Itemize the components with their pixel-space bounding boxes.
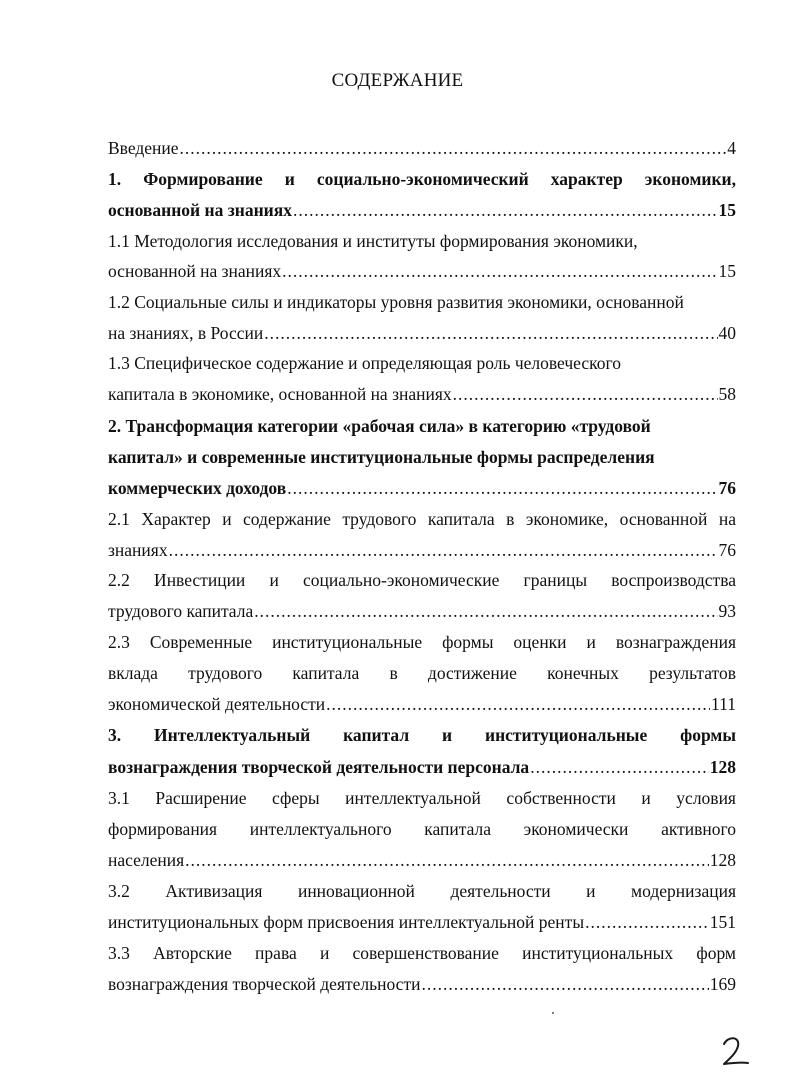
toc-page-number: 76 xyxy=(718,478,736,498)
toc-page-number: 4 xyxy=(727,138,736,158)
toc-page-number: 76 xyxy=(718,540,736,560)
toc-section-1-3-line: 1.3 Специфическое содержание и определяющая роль человеческого xyxy=(108,353,622,373)
toc-page-number: 169 xyxy=(709,974,736,994)
dot-leader xyxy=(585,911,709,933)
dot-leader xyxy=(530,756,709,778)
handwritten-page-mark xyxy=(718,1030,758,1070)
toc-chapter-1-entry xyxy=(108,199,736,221)
toc-chapter-2-line-2: капитал» и современные институциональные формы распределения xyxy=(108,447,655,467)
toc-entry-text: основанной на знаниях xyxy=(108,200,292,220)
toc-section-1-1-entry xyxy=(108,260,736,282)
toc-section-1-2-entry xyxy=(108,322,736,344)
toc-section-2-3-line-1: 2.3 Современные институциональные формы оценки и вознаграждения xyxy=(108,632,736,652)
toc-chapter-3-entry xyxy=(108,756,736,778)
toc-entry-text: знаниях xyxy=(108,540,168,560)
dot-leader xyxy=(282,260,717,282)
toc-section-1-1-line: 1.1 Методология исследования и институты формирования экономики, xyxy=(108,231,638,251)
toc-section-2-3-entry xyxy=(108,693,736,715)
dot-leader xyxy=(185,849,709,871)
toc-section-2-1-line: 2.1 Характер и содержание трудового капитала в экономике, основанной на xyxy=(108,509,736,529)
toc-section-3-2-line: 3.2 Активизация инновационной деятельности и модернизация xyxy=(108,881,736,901)
toc-section-2-1-entry xyxy=(108,539,736,561)
toc-page-number: 15 xyxy=(718,261,736,281)
toc-page-number: 40 xyxy=(718,323,736,343)
page-title: СОДЕРЖАНИЕ xyxy=(331,70,464,91)
toc-entry-text: на знаниях, в России xyxy=(108,323,264,343)
dot-leader xyxy=(264,322,717,344)
toc-section-2-3-line-2: вклада трудового капитала в достижение конечных результатов xyxy=(108,663,736,683)
toc-entry-text: вознаграждения творческой деятельности xyxy=(108,974,421,994)
toc-entry-text: капитала в экономике, основанной на знаниях xyxy=(108,384,452,404)
dot-leader xyxy=(287,477,717,499)
toc-entry-text: институциональных форм присвоения интеллектуальной ренты xyxy=(108,912,585,932)
toc-page-number: 111 xyxy=(711,694,736,714)
toc-section-3-1-entry xyxy=(108,849,736,871)
toc-entry-text: основанной на знаниях xyxy=(108,261,282,281)
toc-section-2-2-entry xyxy=(108,600,736,622)
toc-page-number: 128 xyxy=(709,757,736,777)
dot-leader xyxy=(169,539,718,561)
toc-entry-text: трудового капитала xyxy=(108,601,254,621)
dot-leader xyxy=(326,693,710,715)
toc-section-3-3-line: 3.3 Авторские права и совершенствование институциональных форм xyxy=(108,943,736,963)
toc-page-number: 15 xyxy=(718,200,736,220)
toc-section-3-2-entry xyxy=(108,911,736,933)
toc-chapter-2-entry xyxy=(108,477,736,499)
toc-entry-text: экономической деятельности xyxy=(108,694,326,714)
scan-speck xyxy=(552,1012,554,1014)
dot-leader xyxy=(293,199,718,221)
toc-entry-introduction xyxy=(108,137,736,159)
dot-leader xyxy=(453,383,718,405)
dot-leader xyxy=(254,600,717,622)
toc-section-3-1-line-1: 3.1 Расширение сферы интеллектуальной собственности и условия xyxy=(108,788,736,808)
toc-entry-text: коммерческих доходов xyxy=(108,478,287,498)
toc-page-number: 128 xyxy=(709,850,736,870)
toc-section-1-3-entry xyxy=(108,383,736,405)
dot-leader xyxy=(421,973,708,995)
toc-chapter-3-line: 3. Интеллектуальный капитал и институциональные формы xyxy=(108,725,736,745)
toc-section-2-2-line: 2.2 Инвестиции и социально-экономические границы воспроизводства xyxy=(108,570,736,590)
toc-chapter-2-line-1: 2. Трансформация категории «рабочая сила» в категорию «трудовой xyxy=(108,416,651,436)
toc-page-number: 93 xyxy=(718,601,736,621)
toc-entry-text: Введение xyxy=(108,138,179,158)
toc-entry-text: вознаграждения творческой деятельности персонала xyxy=(108,757,530,777)
toc-section-3-3-entry xyxy=(108,973,736,995)
toc-entry-text: населения xyxy=(108,850,185,870)
toc-section-3-1-line-2: формирования интеллектуального капитала экономически активного xyxy=(108,819,736,839)
toc-section-1-2-line: 1.2 Социальные силы и индикаторы уровня развития экономики, основанной xyxy=(108,292,684,312)
dot-leader xyxy=(180,137,727,159)
toc-page-number: 151 xyxy=(709,912,736,932)
toc-chapter-1-line: 1. Формирование и социально-экономический характер экономики, xyxy=(108,169,736,189)
toc-page-number: 58 xyxy=(718,384,736,404)
